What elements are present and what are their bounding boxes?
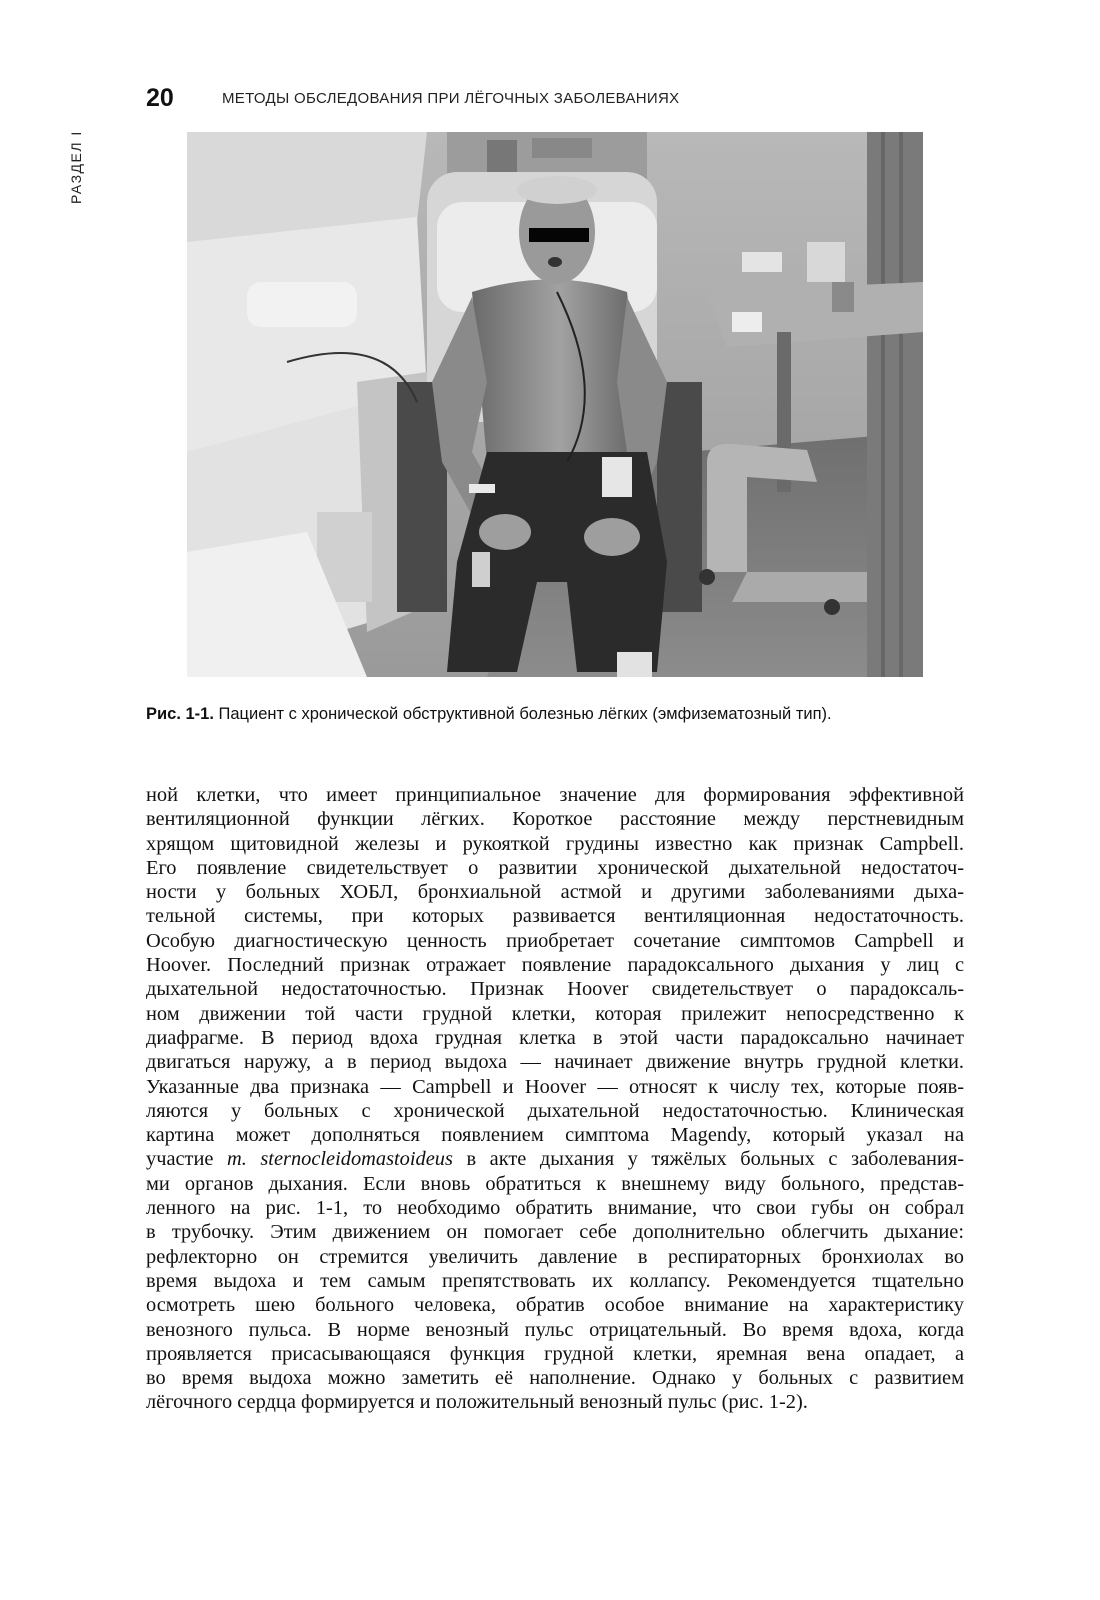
body-line: диафрагме. В период вдоха грудная клетка в этой части парадоксально начинает (146, 1026, 964, 1049)
patient-photo (187, 132, 923, 677)
body-line-with-italic (146, 1147, 964, 1171)
body-line: Его появление свидетельствует о развитии хронической дыхательной недостаточ- (146, 856, 964, 879)
body-line-part: в акте дыхания у тяжёлых больных с заболевания- (452, 1148, 964, 1171)
body-line: во время выдоха можно заметить её наполнение. Однако у больных с развитием (146, 1367, 964, 1390)
figure-caption-label: Рис. 1-1. (146, 705, 214, 723)
body-line: лёгочного сердца формируется и положительный венозный пульс (рис. 1-2). (146, 1391, 808, 1414)
figure-caption (146, 705, 966, 724)
body-line: осмотреть шею больного человека, обратив особое внимание на характеристику (146, 1294, 964, 1317)
body-line: картина может дополняться появлением симптома Magendy, который указал на (146, 1124, 964, 1147)
section-side-label: РАЗДЕЛ I (68, 130, 84, 204)
body-line: Особую диагностическую ценность приобретает сочетание симптомов Campbell и (146, 929, 964, 952)
body-line: ной клетки, что имеет принципиальное значение для формирования эффективной (146, 784, 964, 806)
page-number: 20 (146, 84, 174, 112)
body-line: в трубочку. Этим движением он помогает себе дополнительно облегчить дыхание: (146, 1221, 964, 1244)
body-line: рефлекторно он стремится увеличить давление в респираторных бронхиолах во (146, 1245, 964, 1268)
body-line: венозного пульса. В норме венозный пульс отрицательный. Во время вдоха, когда (146, 1318, 964, 1341)
body-line: проявляется присасывающаяся функция грудной клетки, яремная вена опадает, а (146, 1342, 964, 1365)
body-line: время выдоха и тем самым препятствовать их коллапсу. Рекомендуется тщательно (146, 1269, 964, 1292)
body-line: ми органов дыхания. Если вновь обратиться к внешнему виду больного, представ- (146, 1172, 964, 1195)
body-line: ляются у больных с хронической дыхательной недостаточностью. Клиническая (146, 1099, 964, 1122)
running-title: МЕТОДЫ ОБСЛЕДОВАНИЯ ПРИ ЛЁГОЧНЫХ ЗАБОЛЕВАНИЯХ (222, 90, 680, 107)
body-line: ленного на рис. 1-1, то необходимо обратить внимание, что свои губы он собрал (146, 1197, 964, 1220)
body-line: двигаться наружу, а в период выдоха — начинает движение внутрь грудной клетки. (146, 1051, 964, 1074)
body-text (146, 783, 964, 1415)
body-line: Указанные два признака — Campbell и Hoover — относят к числу тех, которые появ- (146, 1075, 964, 1098)
body-line: тельной системы, при которых развивается вентиляционная недостаточность. (146, 905, 964, 928)
body-line: хрящом щитовидной железы и рукояткой грудины известно как признак Campbell. (146, 832, 964, 855)
body-line: Hoover. Последний признак отражает появление парадоксального дыхания у лиц с (146, 954, 964, 977)
body-line: вентиляционной функции лёгких. Короткое расстояние между перстневидным (146, 808, 964, 831)
figure-caption-text: Пациент с хронической обструктивной болезнью лёгких (эмфизематозный тип). (213, 705, 832, 723)
body-line: ном движении той части грудной клетки, которая прилежит непосредственно к (146, 1002, 964, 1025)
body-line-part: участие (146, 1148, 227, 1171)
body-line: дыхательной недостаточностью. Признак Hoover свидетельствует о парадоксаль- (146, 978, 964, 1001)
body-line: ности у больных ХОБЛ, бронхиальной астмой и другими заболеваниями дыха- (146, 881, 964, 904)
latin-muscle-term: m. sternocleidomastoideus (226, 1148, 453, 1171)
